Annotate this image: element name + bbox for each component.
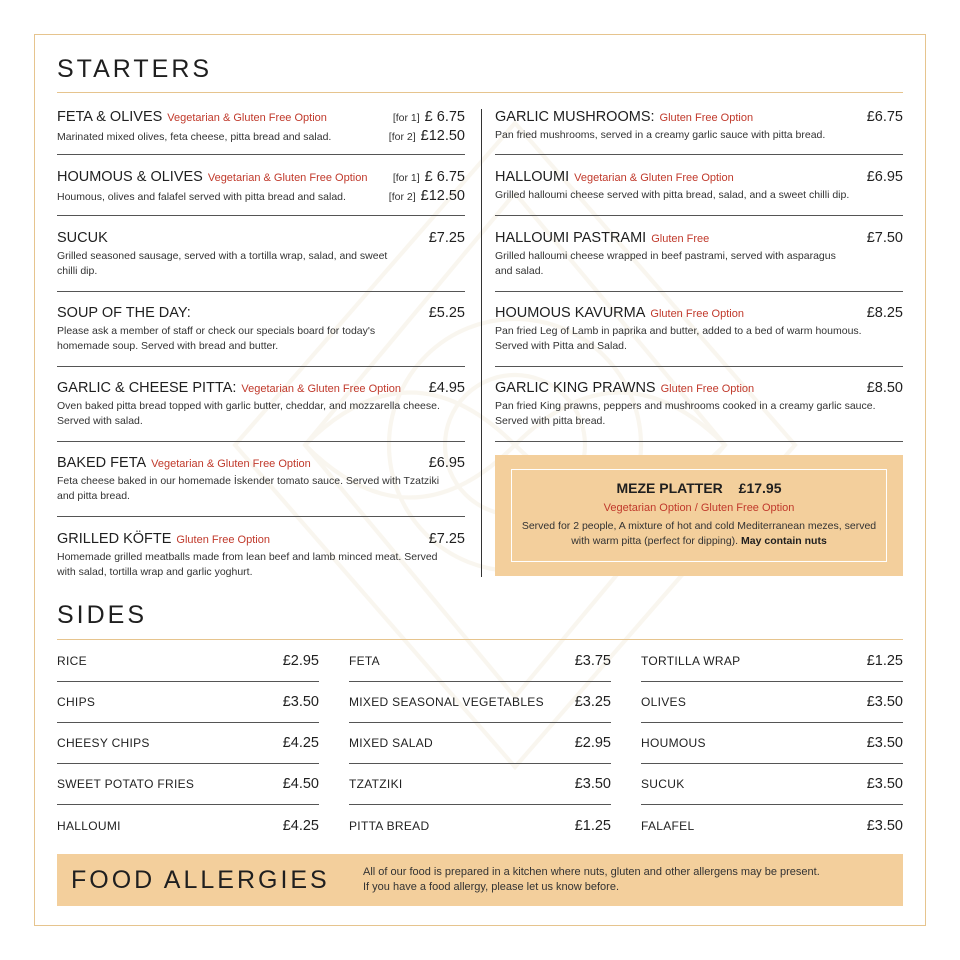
menu-item-halloumi-pastrami [495, 216, 903, 292]
item-desc: Grilled halloumi cheese served with pitta bread, salad, and a sweet chilli dip. [495, 189, 850, 201]
side-price: £2.95 [574, 735, 611, 751]
side-name: MIXED SEASONAL VEGETABLES [349, 695, 544, 709]
item-name: HOUMOUS & OLIVES [57, 169, 203, 185]
item-name: GARLIC KING PRAWNS [495, 380, 656, 396]
item-price: £7.50 [866, 230, 903, 246]
side-price: £3.25 [574, 694, 611, 710]
item-desc: Feta cheese baked in our homemade İskender tomato sauce. Served with Tzatziki and pitta bread. [57, 475, 440, 502]
side-name: TZATZIKI [349, 777, 403, 791]
side-item [57, 764, 319, 805]
item-portion: [for 1] [392, 112, 420, 124]
side-price: £3.50 [866, 735, 903, 751]
side-price: £3.50 [574, 776, 611, 792]
item-portion: [for 1] [392, 172, 420, 184]
meze-price: £17.95 [738, 480, 782, 496]
side-item [349, 764, 611, 805]
side-price: £3.50 [866, 776, 903, 792]
item-desc: Pan fried King prawns, peppers and mushrooms cooked in a creamy garlic sauce. Served with pitta bread. [495, 400, 876, 427]
side-name: HALLOUMI [57, 818, 121, 833]
item-price: £8.25 [866, 305, 903, 321]
sides-column-2 [349, 641, 611, 846]
meze-tag: Vegetarian Option / Gluten Free Option [603, 502, 795, 514]
side-price: £3.75 [574, 653, 611, 669]
starters-title: STARTERS [57, 55, 213, 83]
side-price: £4.25 [282, 735, 319, 751]
item-tag: Gluten Free Option [659, 112, 754, 124]
item-name: HALLOUMI [495, 169, 570, 185]
item-portion: [for 2] [388, 131, 416, 143]
item-price: £ 6.75 [424, 169, 465, 185]
allergies-line-1: All of our food is prepared in a kitchen where nuts, gluten and other allergens may be present. [363, 866, 820, 878]
side-name: CHEESY CHIPS [57, 736, 150, 750]
item-desc: Grilled halloumi cheese wrapped in beef pastrami, served with asparagus and salad. [495, 250, 836, 277]
menu-item-baked-feta [57, 442, 465, 517]
item-desc: Marinated mixed olives, feta cheese, pitta bread and salad. [57, 131, 332, 143]
side-price: £1.25 [866, 653, 903, 669]
menu-item-feta-olives [57, 103, 465, 155]
side-item [57, 723, 319, 764]
item-price: £12.50 [420, 128, 465, 144]
item-desc: Please ask a member of staff or check our specials board for today's homemade soup. Served with bread and butter. [57, 325, 376, 352]
item-name: SOUP OF THE DAY: [57, 305, 191, 321]
side-price: £4.50 [282, 776, 319, 792]
item-name: SUCUK [57, 230, 108, 246]
item-desc: Grilled seasoned sausage, served with a tortilla wrap, salad, and sweet chilli dip. [57, 250, 388, 277]
side-name: RICE [57, 654, 87, 668]
item-name: HOUMOUS KAVURMA [495, 305, 646, 321]
starters-left-column [57, 103, 465, 587]
side-name: SUCUK [641, 777, 685, 791]
column-divider [481, 109, 482, 577]
side-item [349, 641, 611, 682]
allergies-line-2: If you have a food allergy, please let us know before. [363, 881, 620, 893]
side-name: HOUMOUS [641, 736, 706, 750]
item-price: £ 6.75 [424, 109, 465, 125]
meze-name: MEZE PLATTER [616, 480, 723, 496]
menu-item-grilled-kofte [57, 517, 465, 587]
side-item [57, 641, 319, 682]
side-price: £3.50 [866, 817, 903, 834]
item-tag: Vegetarian & Gluten Free Option [574, 172, 734, 184]
menu-item-garlic-king-prawns [495, 367, 903, 442]
item-tag: Vegetarian & Gluten Free Option [167, 112, 327, 124]
side-item [57, 805, 319, 846]
starters-right-column [495, 103, 903, 442]
side-item [349, 723, 611, 764]
item-tag: Vegetarian & Gluten Free Option [207, 172, 368, 184]
item-price: £12.50 [420, 188, 465, 204]
item-tag: Gluten Free Option [650, 308, 744, 320]
item-price: £6.75 [866, 109, 903, 125]
side-price: £2.95 [282, 653, 319, 669]
menu-item-garlic-mushrooms [495, 103, 903, 155]
side-item [349, 805, 611, 846]
item-price: £7.25 [428, 230, 465, 246]
item-price: £4.95 [428, 380, 465, 396]
allergies-title: FOOD ALLERGIES [71, 865, 330, 894]
item-tag: Gluten Free [651, 233, 710, 245]
menu-item-garlic-cheese-pitta [57, 367, 465, 442]
item-tag: Vegetarian & Gluten Free Option [241, 383, 402, 395]
item-name: HALLOUMI PASTRAMI [495, 230, 647, 246]
side-name: CHIPS [57, 695, 96, 709]
side-name: MIXED SALAD [349, 736, 433, 750]
menu-item-houmous-kavurma [495, 292, 903, 367]
item-price: £5.25 [428, 305, 465, 321]
food-allergies-banner [57, 854, 903, 906]
item-name: FETA & OLIVES [57, 109, 163, 125]
side-name: FETA [349, 654, 380, 668]
starters-rule [57, 92, 903, 93]
menu-item-sucuk [57, 216, 465, 292]
item-name: GARLIC & CHEESE PITTA: [57, 380, 237, 396]
item-price: £7.25 [428, 531, 465, 547]
menu-page [34, 34, 926, 926]
side-price: £3.50 [866, 694, 903, 710]
item-tag: Gluten Free Option [660, 383, 755, 395]
side-name: OLIVES [641, 695, 687, 709]
side-item [641, 641, 903, 682]
side-name: TORTILLA WRAP [641, 654, 741, 668]
sides-rule [57, 639, 903, 640]
item-price: £6.95 [866, 169, 903, 185]
item-desc: Houmous, olives and falafel served with pitta bread and salad. [57, 191, 346, 203]
side-item [641, 764, 903, 805]
item-price: £6.95 [428, 455, 465, 471]
item-name: BAKED FETA [57, 455, 147, 471]
sides-title: SIDES [57, 601, 148, 629]
meze-nut-warning: May contain nuts [741, 535, 827, 547]
item-desc: Pan fried mushrooms, served in a creamy garlic sauce with pitta bread. [495, 129, 826, 141]
side-price: £4.25 [282, 817, 319, 834]
item-portion: [for 2] [388, 191, 416, 203]
sides-column-3 [641, 641, 903, 846]
side-item [641, 723, 903, 764]
side-item [349, 682, 611, 723]
sides-column-1 [57, 641, 319, 846]
item-price: £8.50 [866, 380, 903, 396]
menu-item-halloumi [495, 155, 903, 216]
item-desc: Homemade grilled meatballs made from lean beef and lamb minced meat. Served with salad, tortilla wrap and garlic yoghurt. [57, 551, 438, 578]
side-name: FALAFEL [641, 818, 695, 833]
item-name: GRILLED KÖFTE [57, 531, 172, 547]
menu-item-soup [57, 292, 465, 367]
side-price: £1.25 [574, 817, 611, 834]
side-price: £3.50 [282, 694, 319, 710]
side-item [641, 805, 903, 846]
meze-desc: Served for 2 people, A mixture of hot and cold Mediterranean mezes, served with warm pitta (perfect for dipping). [521, 520, 877, 547]
meze-platter-box [495, 455, 903, 576]
item-tag: Gluten Free Option [176, 534, 270, 546]
side-name: SWEET POTATO FRIES [57, 777, 195, 791]
item-tag: Vegetarian & Gluten Free Option [151, 458, 311, 470]
item-desc: Oven baked pitta bread topped with garlic butter, cheddar, and mozzarella cheese. Served with salad. [57, 400, 440, 427]
item-desc: Pan fried Leg of Lamb in paprika and butter, added to a bed of warm houmous. Served with Pitta and Salad. [495, 325, 862, 352]
item-name: GARLIC MUSHROOMS: [495, 109, 655, 125]
side-name: PITTA BREAD [349, 818, 430, 833]
side-item [641, 682, 903, 723]
menu-item-houmous-olives [57, 155, 465, 216]
side-item [57, 682, 319, 723]
